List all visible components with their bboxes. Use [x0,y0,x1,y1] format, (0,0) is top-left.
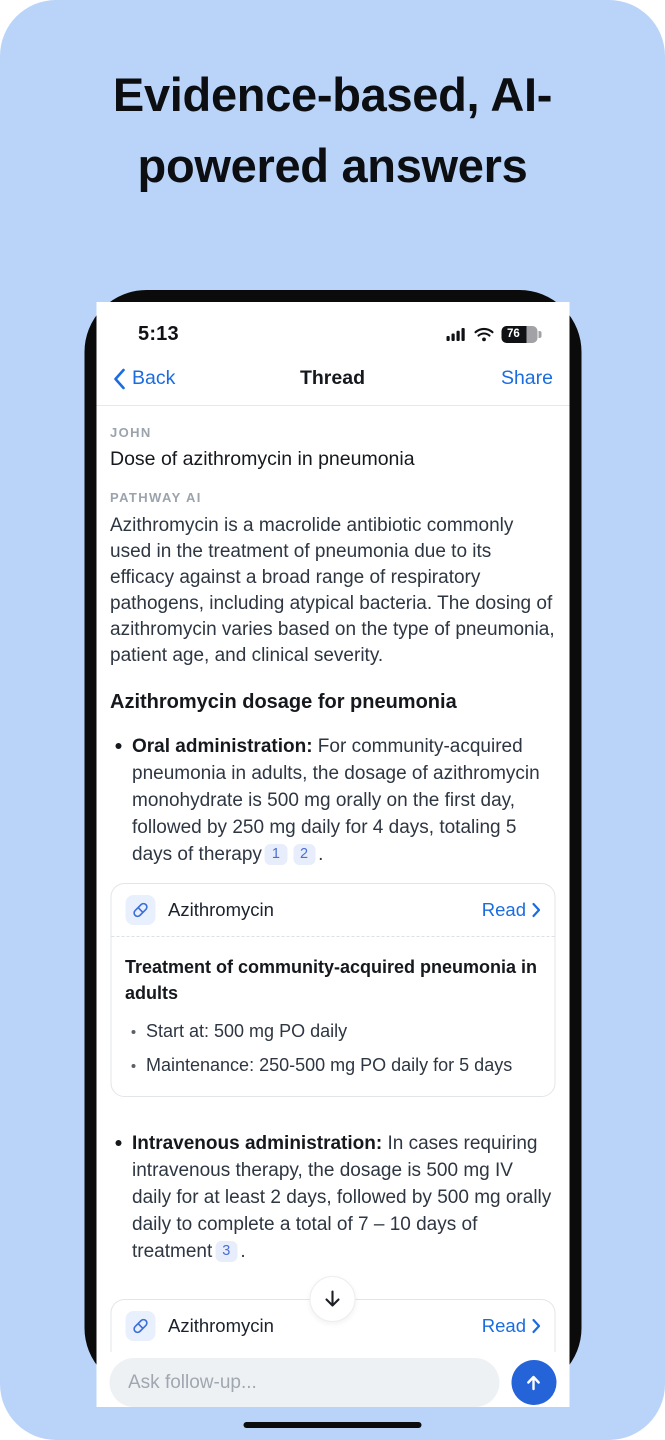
source-subtitle: Treatment of community-acquired pneumonia in adults [125,957,538,1003]
page-title: Evidence-based, AI-powered answers [112,68,553,192]
cellular-signal-icon [446,327,466,341]
bullet-body: In cases requiring intravenous therapy, the dosage is 500 mg IV daily for at least 2 days, followed by 500 mg orally daily to complete a total of 7 – 10 days of treatment [132,1133,552,1262]
clock: 5:13 [138,322,179,345]
citation-pill-3[interactable]: 3 [215,1241,237,1262]
home-indicator-handle[interactable] [244,1422,422,1428]
chevron-left-icon [112,368,125,390]
bullet-dot [131,1030,135,1034]
bullet-text [132,733,555,868]
back-button[interactable] [112,367,175,390]
bullet-dot [115,1140,121,1146]
composer-bar [96,1352,569,1407]
source-points [125,1021,540,1076]
read-link[interactable] [482,1315,540,1337]
read-label: Read [481,899,526,920]
share-button[interactable]: Share [500,367,553,389]
phone-screen [96,302,569,1378]
bullet-oral-administration [110,733,555,868]
battery-percent: 76 [507,328,520,340]
citation-pill-2[interactable]: 2 [293,844,315,865]
follow-up-input[interactable] [109,1358,499,1407]
status-bar [96,302,569,352]
phone-mockup [84,290,581,1390]
source-card-body [111,937,554,1096]
user-name-label: JOHN [110,425,152,440]
back-label: Back [132,367,176,389]
citation-pill-1[interactable]: 1 [265,844,287,865]
arrow-up-icon [524,1373,544,1393]
bullet-suffix: . [318,844,324,865]
bullet-lead: Intravenous administration: [132,1133,383,1154]
list-item [125,1021,540,1042]
battery-icon [501,326,541,343]
source-title: Azithromycin [168,899,274,920]
status-icons [446,326,541,343]
bullet-intravenous-administration [110,1130,555,1265]
user-question: Dose of azithromycin in pneumonia [110,448,415,470]
ai-name-label: PATHWAY AI [110,490,202,505]
section-heading: Azithromycin dosage for pneumonia [110,691,457,713]
point-text: Start at: 500 mg PO daily [146,1021,348,1041]
chevron-right-icon [531,1318,540,1334]
read-link[interactable] [482,899,540,921]
bullet-lead: Oral administration: [132,736,313,757]
chevron-right-icon [531,902,540,918]
bullet-body: For community-acquired pneumonia in adults, the dosage of azithromycin monohydrate is 500 mg orally on the first day, followed by 250 mg daily for 4 days, totaling 5 days of therapy [132,736,540,865]
capsule-pill-icon [125,1311,155,1341]
nav-bar [96,352,569,406]
source-card [110,883,555,1097]
bullet-text [132,1130,555,1265]
screen-title: Thread [299,367,365,389]
read-label: Read [481,1315,526,1336]
arrow-down-icon [322,1288,344,1310]
scroll-down-button[interactable] [310,1276,356,1322]
battery-nub [539,331,542,338]
bullet-dot [131,1064,135,1068]
point-text: Maintenance: 250-500 mg PO daily for 5 days [146,1055,513,1075]
capsule-pill-icon [125,895,155,925]
wifi-icon [473,327,494,342]
truncated-card-wrap [110,1299,555,1352]
send-button[interactable] [511,1360,556,1405]
thread-content [96,406,569,1352]
list-item [125,1055,540,1076]
source-title: Azithromycin [168,1315,274,1336]
bullet-suffix: . [240,1241,246,1262]
bullet-dot [115,743,121,749]
ai-intro-paragraph: Azithromycin is a macrolide antibiotic commonly used in the treatment of pneumonia due to its efficacy against a broad range of respiratory pathogens, including atypical bacteria. The dosing of azithromycin varies based on the type of pneumonia, patient age, and clinical severity. [110,515,555,666]
source-card-header[interactable] [111,884,554,937]
